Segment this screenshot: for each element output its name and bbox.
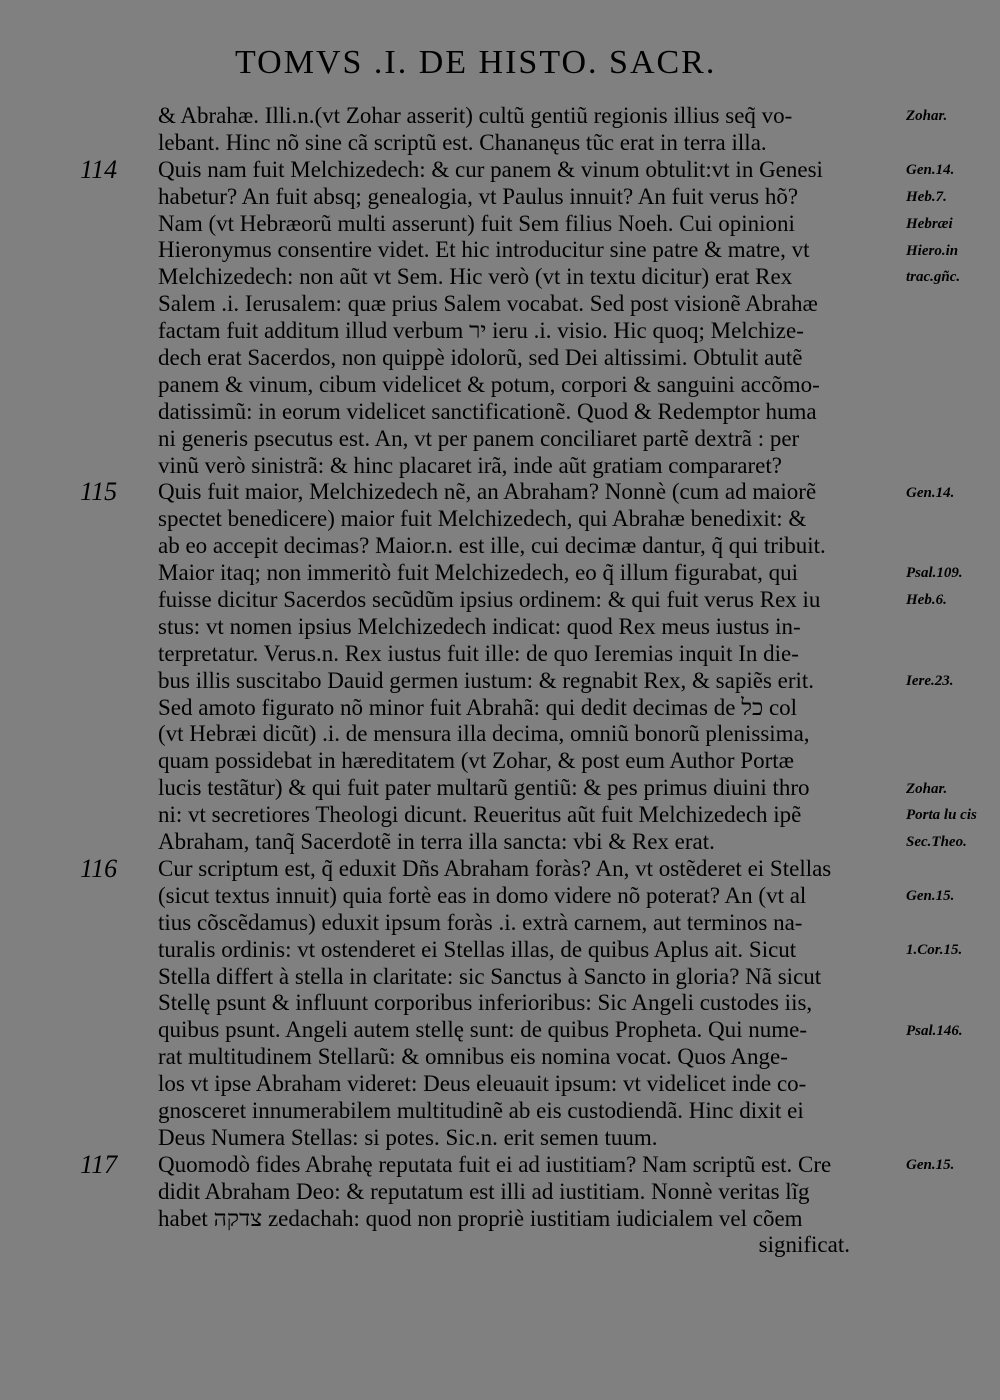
- paragraph: [80, 1149, 890, 1233]
- margin-note: Zohar.: [906, 108, 948, 124]
- text-line: ni: vt secretiores Theologi dicunt. Reueritus aũt fuit Melchizedech ipẽ: [158, 802, 802, 828]
- text-line: Salem .i. Ierusalem: quæ prius Salem vocabat. Sed post visionẽ Abrahæ: [158, 291, 818, 317]
- margin-note: Gen.14.: [906, 161, 955, 178]
- margin-note: Heb.6.: [906, 592, 947, 609]
- text-line: rat multitudinem Stellarũ: & omnibus eis nomina vocat. Quos Ange-: [158, 1044, 788, 1070]
- text-line: Hieronymus consentire videt. Et hic introducitur sine patre & matre, vt: [158, 237, 810, 263]
- text-line: Deus Numera Stellas: si potes. Sic.n. erit semen tuum.: [158, 1124, 658, 1150]
- text-line: quam possidebat in hæreditatem (vt Zohar, & post eum Author Portæ: [158, 748, 794, 774]
- margin-note: Sec.Theo.: [906, 834, 967, 851]
- text-line: terpretatur. Verus.n. Rex iustus fuit ille: de quo Ieremias inquit In die-: [158, 640, 799, 666]
- text-line: fuisse dicitur Sacerdos secũdũm ipsius ordinem: & qui fuit verus Rex iu: [158, 587, 821, 613]
- text-line: gnosceret innumerabilem multitudinẽ ab eis custodiendã. Hinc dixit ei: [158, 1097, 804, 1123]
- text-line: (vt Hebræi dicũt) .i. de mensura illa decima, omniũ bonorũ plenissima,: [158, 721, 810, 747]
- text-line: Quis nam fuit Melchizedech: & cur panem & vinum obtulit:vt in Genesi: [158, 156, 823, 182]
- text-line: spectet benedicere) maior fuit Melchizedech, qui Abrahæ benedixit: &: [158, 506, 807, 532]
- text-line: Stella differt à stella in claritate: sic Sanctus à Sancto in gloria? Nã sicut: [158, 963, 822, 989]
- margin-note: Iere.23.: [906, 672, 954, 689]
- text-line: Abraham, tanq̃ Sacerdotẽ in terra illa sancta: vbi & Rex erat.: [158, 829, 715, 855]
- text-line: Melchizedech: non aũt vt Sem. Hic verò (vt in textu dicitur) erat Rex: [158, 264, 793, 290]
- text-line: & Abrahæ. Illi.n.(vt Zohar asserit) cultũ gentiũ regionis illius seq̃ vo-: [158, 103, 793, 128]
- margin-note: Hebræi: [906, 215, 953, 232]
- text-line: habetur? An fuit absq; genealogia, vt Paulus innuit? An fuit verus hõ?: [158, 183, 799, 209]
- margin-note: Psal.109.: [906, 565, 963, 582]
- text-line: panem & vinum, cibum videlicet & potum, corpori & sanguini accõmo-: [158, 371, 820, 397]
- margin-note: Gen.15.: [906, 888, 955, 905]
- paragraph: [80, 154, 890, 480]
- paragraph-number: 116: [80, 853, 118, 883]
- margin-note: Hiero.in: [906, 242, 959, 259]
- text-line: Maior itaq; non immeritò fuit Melchizedech, eo q̃ illum figurabat, qui: [158, 560, 799, 586]
- text-line: stus: vt nomen ipsius Melchizedech indicat: quod Rex meus iustus in-: [158, 613, 801, 639]
- text-line: los vt ipse Abraham videret: Deus eleuauit ipsum: vt videlicet inde co-: [158, 1071, 807, 1097]
- text-line: factam fuit additum illud verbum יר ieru .i. visio. Hic quoq; Melchize-: [158, 318, 804, 344]
- running-title: TOMVS .I. DE HISTO. SACR.: [235, 44, 717, 81]
- text-line: lucis testãtur) & qui fuit pater multarũ gentiũ: & pes primus diuini thro: [158, 775, 810, 801]
- paragraph-number: 117: [80, 1149, 118, 1179]
- margin-note: Gen.15.: [906, 1157, 955, 1174]
- text-line: habet צדקה zedachah: quod non propriè iustitiam iudicialem vel cõem: [158, 1205, 803, 1231]
- paragraph-number: 114: [80, 154, 118, 184]
- margin-note: 1.Cor.15.: [906, 941, 963, 958]
- text-line: didit Abraham Deo: & reputatum est illi ad iustitiam. Nonnè veritas lĩg: [158, 1178, 810, 1204]
- text-body: [80, 103, 890, 1259]
- paragraph: [80, 479, 890, 855]
- text-line: ab eo accepit decimas? Maior.n. est ille, cui decimæ dantur, q̃ qui tribuit.: [158, 533, 826, 559]
- text-line: lebant. Hinc nõ sine cã scriptũ est. Chananęus tũc erat in terra illa.: [158, 129, 767, 155]
- catchword: significat.: [758, 1232, 850, 1258]
- text-line: Quis fuit maior, Melchizedech nẽ, an Abraham? Nonnè (cum ad maiorẽ: [158, 479, 817, 505]
- text-line: Quomodò fides Abrahę reputata fuit ei ad iustitiam? Nam scriptũ est. Cre: [158, 1151, 832, 1177]
- text-line: turalis ordinis: vt ostenderet ei Stellas illas, de quibus Aplus ait. Sicut: [158, 936, 797, 962]
- margin-note: Heb.7.: [906, 188, 947, 205]
- margin-notes: [906, 0, 1000, 1400]
- text-line: Sed amoto figurato nõ minor fuit Abrahã: qui dedit decimas de כל col: [158, 694, 798, 720]
- text-line: tius cõscẽdamus) eduxit ipsum foràs .i. extrà carnem, aut terminos na-: [158, 909, 803, 935]
- text-line: bus illis suscitabo Dauid germen iustum: & regnabit Rex, & sapiẽs erit.: [158, 667, 815, 693]
- text-line: Cur scriptum est, q̃ eduxit Dñs Abraham foràs? An, vt ostẽderet ei Stellas: [158, 855, 832, 881]
- margin-note: Zohar.: [906, 780, 948, 797]
- margin-note: Porta lu cis: [906, 807, 977, 824]
- margin-note: Psal.146.: [906, 1022, 963, 1039]
- text-line: Stellę psunt & influunt corporibus inferioribus: Sic Angeli custodes iis,: [158, 990, 813, 1016]
- text-line: dech erat Sacerdos, non quippè idolorũ, sed Dei altissimi. Obtulit autẽ: [158, 345, 803, 371]
- text-line: ni generis psecutus est. An, vt per panem conciliaret partẽ dextrã : per: [158, 425, 800, 451]
- margin-note: trac.gñc.: [906, 269, 961, 286]
- text-line: (sicut textus innuit) quia fortè eas in domo videre nõ poterat? An (vt al: [158, 882, 807, 908]
- paragraph: [80, 853, 890, 1152]
- text-line: vinũ verò sinistrã: & hinc placaret irã, inde aũt gratiam compararet?: [158, 452, 782, 478]
- text-line: datissimũ: in eorum videlicet sanctificationẽ. Quod & Redemptor huma: [158, 398, 817, 424]
- paragraph-number: 115: [80, 477, 118, 507]
- text-line: quibus psunt. Angeli autem stellę sunt: de quibus Propheta. Qui nume-: [158, 1017, 808, 1043]
- paragraph: [80, 103, 890, 157]
- text-line: Nam (vt Hebræorũ multi asserunt) fuit Sem filius Noeh. Cui opinioni: [158, 210, 795, 236]
- running-header: [175, 44, 815, 82]
- margin-note: Gen.14.: [906, 484, 955, 501]
